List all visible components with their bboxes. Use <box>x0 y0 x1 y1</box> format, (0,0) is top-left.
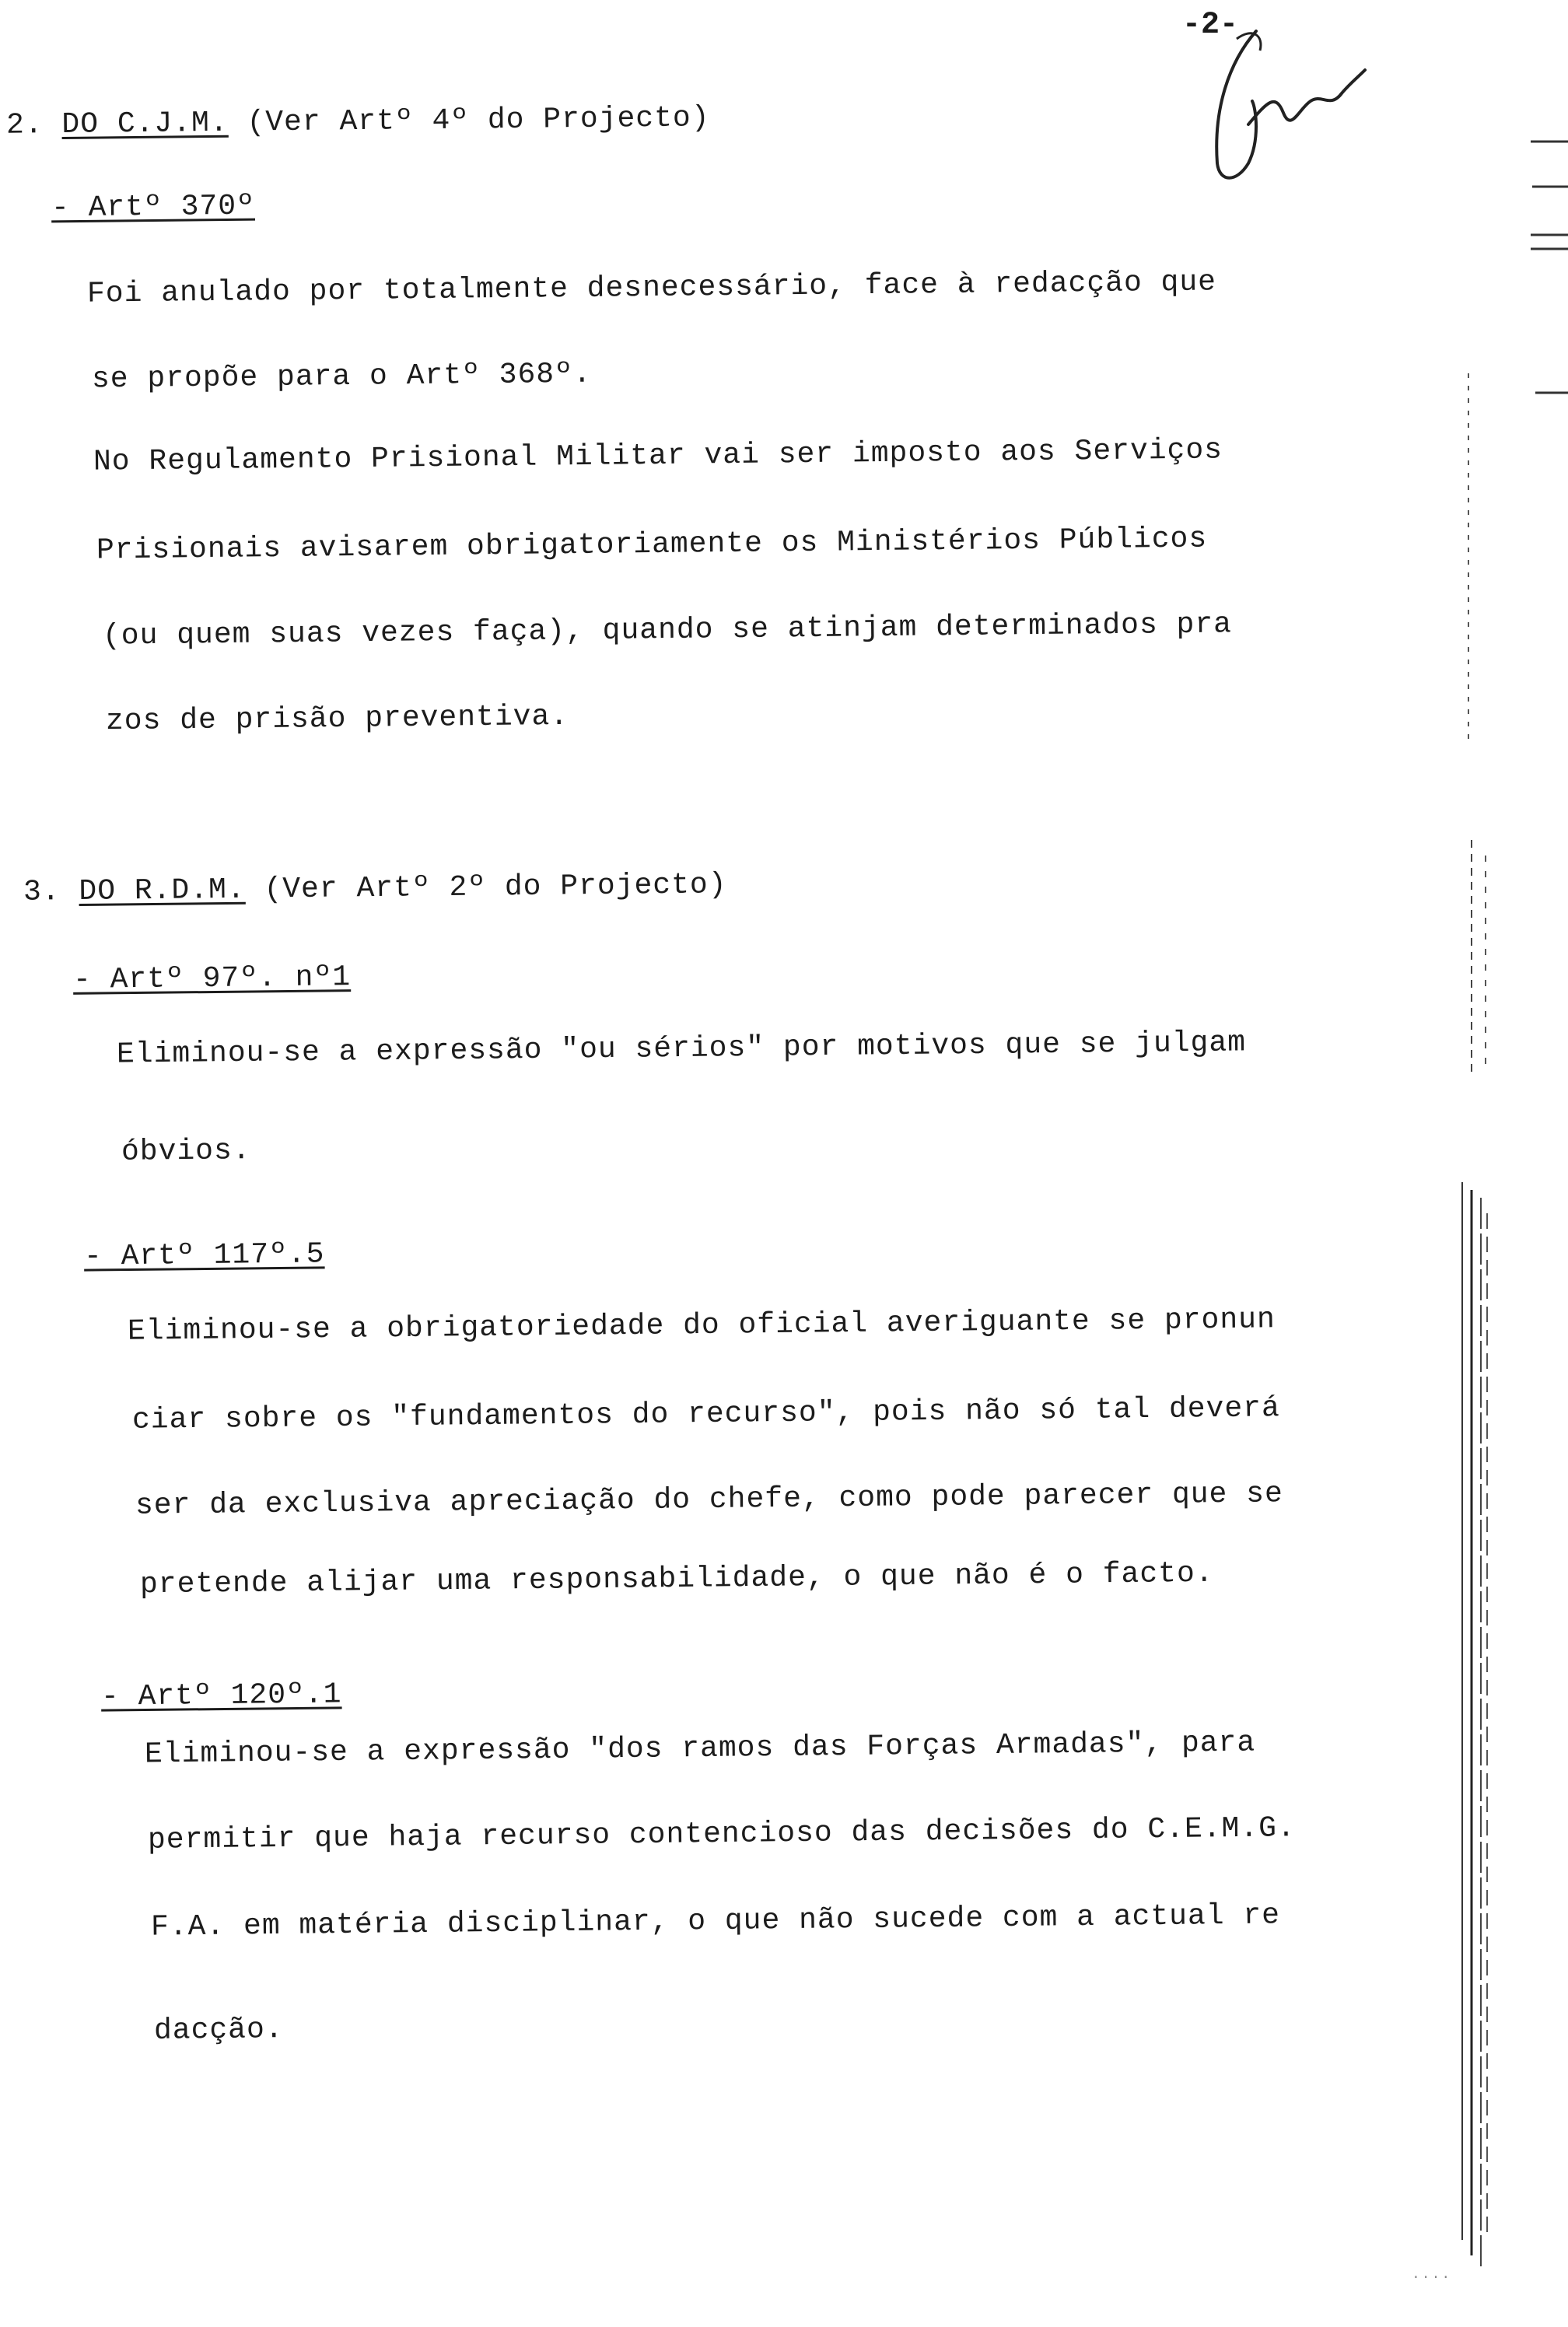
article-120-line-3: F.A. em matéria disciplinar, o que não sucede com a actual re <box>150 1898 1281 1944</box>
article-120-line-2: permitir que haja recurso contencioso das decisões do C.E.M.G. <box>147 1811 1297 1857</box>
article-370-line-5: (ou quem suas vezes faça), quando se atinjam determinados pra <box>102 607 1233 653</box>
section-3-heading <box>23 870 727 907</box>
article-97-line-2: óbvios. <box>121 1134 251 1169</box>
section-2-ref: (Ver Artº 4º do Projecto) <box>247 101 710 140</box>
article-370-line-3: No Regulamento Prisional Militar vai ser imposto aos Serviços <box>93 433 1223 479</box>
footer-smudge: .... <box>1412 2267 1452 2283</box>
handwritten-signature <box>1182 16 1369 194</box>
scan-edge-lines <box>1447 373 1540 2302</box>
section-3-ref: (Ver Artº 2º do Projecto) <box>264 868 727 907</box>
article-97-line-1: Eliminou-se a expressão "ou sérios" por motivos que se julgam <box>116 1026 1247 1072</box>
article-117-line-2: ciar sobre os "fundamentos do recurso", pois não só tal deverá <box>131 1391 1281 1437</box>
article-97-title: - Artº 97º. nº1 <box>72 961 352 997</box>
article-370-line-2: se propõe para o Artº 368º. <box>91 357 592 397</box>
section-3-name: DO R.D.M. <box>79 873 246 908</box>
article-117-line-4: pretende alijar uma responsabilidade, o que não é o facto. <box>139 1556 1214 1602</box>
article-370-title: - Artº 370º <box>51 189 256 226</box>
article-120-line-1: Eliminou-se a expressão "dos ramos das Forças Armadas", para <box>144 1726 1256 1772</box>
section-2-heading <box>6 103 710 140</box>
section-2-number: 2. <box>5 108 44 142</box>
article-120-title: - Artº 120º.1 <box>100 1678 342 1714</box>
article-370-line-6: zos de prisão preventiva. <box>105 699 569 739</box>
article-370-line-1: Foi anulado por totalmente desnecessário, face à redacção que <box>86 265 1217 311</box>
page-number: -2- <box>1182 8 1239 43</box>
article-117-title: - Artº 117º.5 <box>83 1237 325 1274</box>
section-3-number: 3. <box>23 875 61 909</box>
article-117-line-1: Eliminou-se a obrigatoriedade do oficial averiguante se pronun <box>127 1303 1276 1349</box>
article-370-line-4: Prisionais avisarem obrigatoriamente os Ministérios Públicos <box>96 522 1208 568</box>
article-120-line-4: dacção. <box>153 2013 284 2048</box>
section-2-name: DO C.J.M. <box>61 106 229 142</box>
article-117-line-3: ser da exclusiva apreciação do chefe, como pode parecer que se <box>135 1477 1284 1523</box>
